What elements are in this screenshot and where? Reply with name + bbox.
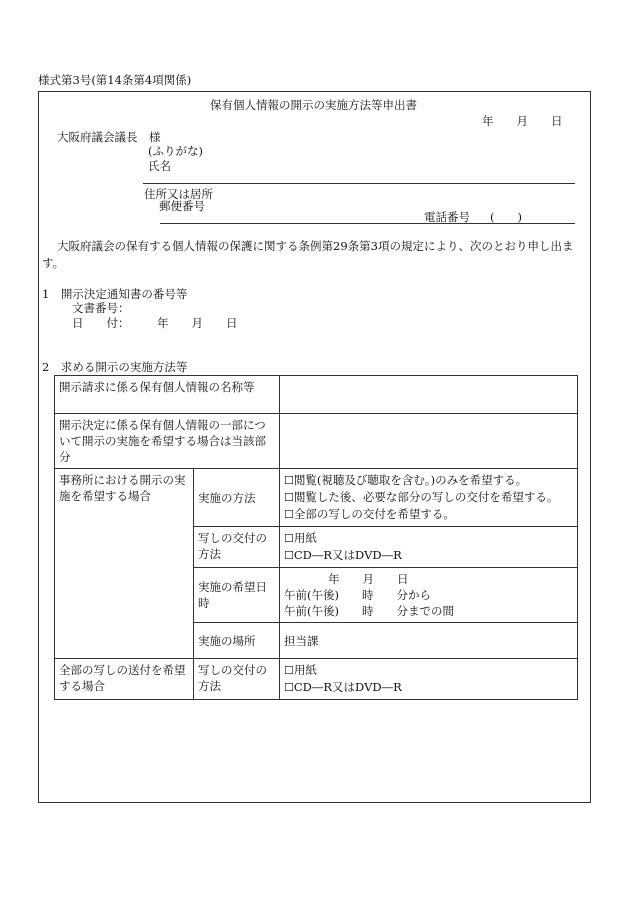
section1-heading: 1 開示決定通知書の番号等	[42, 287, 188, 301]
statement-line-2: す。	[42, 256, 65, 270]
mail-copy-options	[280, 659, 578, 700]
checkbox-icon: ☐	[284, 681, 294, 694]
mail-copy-label: 全部の写しの送付を希望する場合	[55, 659, 194, 700]
place-label: 実施の場所	[194, 623, 280, 659]
method-option-view[interactable]: ☐閲覧(視聴及び聴取を含む。)のみを希望する。	[284, 473, 528, 487]
name-underline	[143, 183, 575, 184]
checkbox-icon: ☐	[284, 491, 294, 504]
datetime-to-line: 午前(午後) 時 分までの間	[284, 604, 454, 618]
method-label: 実施の方法	[194, 469, 280, 527]
method-option-full-copy[interactable]: ☐全部の写しの交付を希望する。	[284, 507, 455, 521]
table-row	[55, 469, 578, 527]
office-disclosure-label: 事務所における開示の実施を希望する場合	[55, 469, 194, 659]
table-row	[55, 376, 578, 414]
address-underline	[160, 223, 575, 224]
addressee: 大阪府議会議長 様	[57, 130, 161, 144]
table-row	[55, 659, 578, 700]
copy-option-disc[interactable]: ☐CD―R又はDVD―R	[284, 548, 402, 562]
partial-disclosure-field[interactable]	[280, 414, 578, 469]
checkbox-icon: ☐	[284, 474, 294, 487]
date-line: 年 月 日	[482, 114, 563, 128]
phone-label: 電話番号	[424, 210, 470, 224]
furigana-label: (ふりがな)	[148, 144, 203, 158]
method-options	[280, 469, 578, 527]
table-row	[55, 414, 578, 469]
checkbox-icon: ☐	[284, 532, 294, 545]
datetime-date-line: 年 月 日	[328, 572, 409, 586]
doc-number-label: 文書番号：	[72, 301, 130, 315]
place-value: 担当課	[280, 623, 578, 659]
checkbox-icon: ☐	[284, 664, 294, 677]
copy-option-paper[interactable]: ☐用紙	[284, 531, 317, 545]
notice-date-value: 年 月 日	[157, 316, 238, 330]
methods-table	[54, 375, 578, 700]
address-label: 住所又は居所	[144, 187, 213, 201]
form-title: 保有個人情報の開示の実施方法等申出書	[210, 98, 417, 112]
datetime-field[interactable]	[280, 568, 578, 623]
mail-copy-method-label: 写しの交付の方法	[194, 659, 280, 700]
datetime-label: 実施の希望日時	[194, 568, 280, 623]
name-label: 氏名	[148, 159, 171, 173]
info-name-field[interactable]	[280, 376, 578, 414]
statement-line-1: 大阪府議会の保有する個人情報の保護に関する条例第29条第3項の規定により、次のとおり申し出ま	[57, 239, 574, 253]
checkbox-icon: ☐	[284, 508, 294, 521]
datetime-from-line: 午前(午後) 時 分から	[284, 588, 431, 602]
postal-label: 郵便番号	[159, 199, 205, 213]
notice-date-label: 日 付：	[72, 316, 130, 330]
mail-option-paper[interactable]: ☐用紙	[284, 663, 317, 677]
info-name-label: 開示請求に係る保有個人情報の名称等	[55, 376, 280, 414]
phone-parens: ( )	[490, 210, 522, 224]
form-number: 様式第3号(第14条第4項関係)	[38, 73, 192, 87]
mail-option-disc[interactable]: ☐CD―R又はDVD―R	[284, 680, 402, 694]
partial-disclosure-label: 開示決定に係る保有個人情報の一部について開示の実施を希望する場合は当該部分	[55, 414, 280, 469]
copy-options	[280, 527, 578, 568]
copy-method-label: 写しの交付の方法	[194, 527, 280, 568]
checkbox-icon: ☐	[284, 549, 294, 562]
section2-heading: 2 求める開示の実施方法等	[42, 360, 188, 374]
method-option-view-copy[interactable]: ☐閲覧した後、必要な部分の写しの交付を希望する。	[284, 490, 559, 504]
